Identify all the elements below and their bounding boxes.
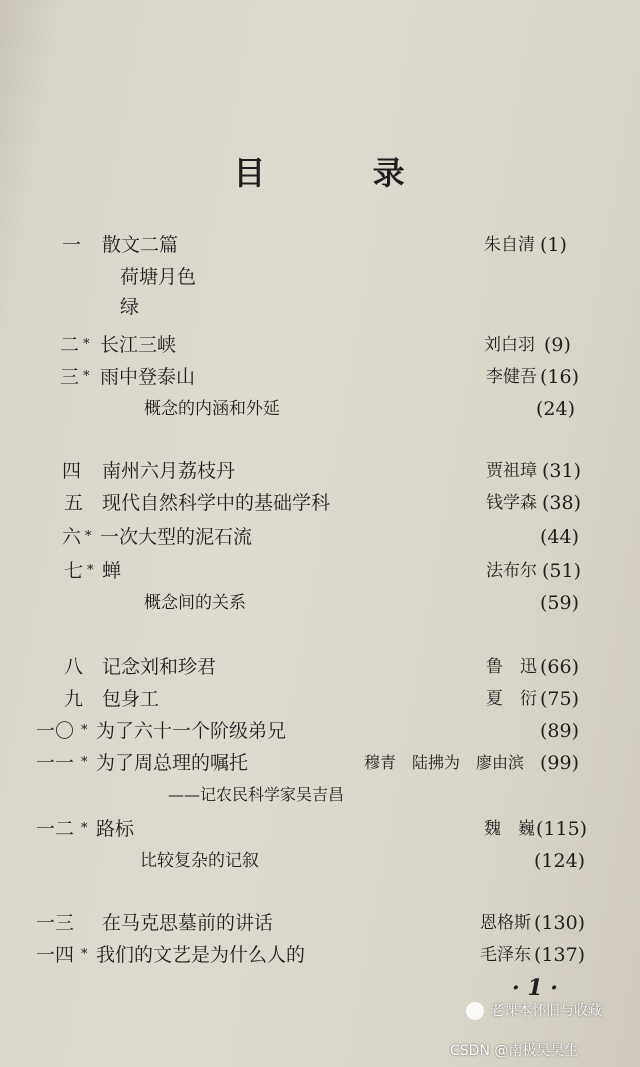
entry-title: 包身工 — [102, 688, 160, 710]
entry-number: 九 — [64, 688, 84, 710]
toc-entry — [0, 394, 640, 424]
entry-number: 一〇 — [36, 720, 75, 742]
entry-page: (75) — [540, 688, 580, 710]
entry-title: 为了周总理的嘱托 — [96, 752, 249, 774]
toc-entry — [0, 684, 640, 714]
entry-number: 二 — [60, 334, 80, 356]
entry-author: 毛泽东 — [480, 945, 531, 965]
entry-title: 雨中登泰山 — [100, 366, 196, 388]
entry-title: 荷塘月色 — [120, 266, 197, 288]
dot-leader — [330, 940, 480, 970]
entry-author: 钱学森 — [486, 493, 537, 513]
toc-entry — [0, 230, 640, 260]
toc-entry — [0, 652, 640, 682]
entry-number: 六 — [62, 526, 82, 548]
toc-entry — [0, 262, 640, 292]
entry-page: (31) — [542, 460, 582, 482]
entry-page: (38) — [542, 492, 582, 514]
dot-leader — [128, 556, 484, 586]
entry-number: 一 — [62, 234, 82, 256]
dot-leader — [346, 488, 484, 518]
entry-author: 穆青 陆拂为 廖由滨 — [364, 753, 525, 772]
entry-page: (89) — [540, 720, 580, 742]
toc-entry — [0, 748, 640, 778]
entry-page: (124) — [534, 850, 586, 872]
toc-entry — [0, 522, 640, 552]
entry-page: (9) — [544, 334, 571, 356]
toc-entry — [0, 488, 640, 518]
entry-author: 贾祖璋 — [486, 461, 537, 481]
entry-title: 一次大型的泥石流 — [100, 526, 253, 548]
toc-entry — [0, 716, 640, 746]
entry-title: 散文二篇 — [102, 234, 179, 256]
toc-entry — [0, 846, 640, 876]
asterisk-mark: * — [83, 337, 90, 352]
entry-page: (51) — [542, 560, 582, 582]
toc-entry — [0, 556, 640, 586]
entry-page: (115) — [536, 818, 588, 840]
entry-title: 长江三峡 — [100, 334, 177, 356]
toc-entry — [0, 292, 640, 322]
entry-subtitle: ——记农民科学家吴吉昌 — [168, 785, 345, 804]
asterisk-mark: * — [85, 529, 92, 544]
toc-entry — [0, 908, 640, 938]
entry-title: 现代自然科学中的基础学科 — [102, 492, 331, 514]
entry-title: 比较复杂的记叙 — [140, 851, 259, 871]
entry-number: 四 — [62, 460, 82, 482]
entry-author: 朱自清 — [484, 235, 535, 255]
entry-author: 魏 巍 — [484, 819, 535, 839]
dot-leader — [166, 684, 484, 714]
asterisk-mark: * — [81, 947, 88, 962]
dot-leader — [204, 362, 484, 392]
entry-page: (1) — [540, 234, 567, 256]
dot-leader — [296, 394, 532, 424]
entry-number: 三 — [60, 366, 80, 388]
dot-leader — [244, 456, 484, 486]
entry-author: 李健吾 — [486, 367, 537, 387]
toc-entry — [0, 940, 640, 970]
entry-number: 五 — [64, 492, 84, 514]
entry-title: 南州六月荔枝丹 — [102, 460, 236, 482]
entry-title: 概念的内涵和外延 — [144, 399, 280, 419]
page-title: 目 录 — [233, 154, 453, 192]
watermark-text: 老课本怀旧与收藏 — [490, 1003, 602, 1019]
entry-title: 为了六十一个阶级弟兄 — [96, 720, 287, 742]
entry-author: 鲁 迅 — [486, 657, 537, 677]
entry-page: (137) — [534, 944, 586, 966]
dot-leader — [294, 716, 534, 746]
toc-entry — [0, 362, 640, 392]
dot-leader — [190, 230, 480, 260]
entry-title: 绿 — [120, 296, 140, 318]
entry-page: (24) — [536, 398, 576, 420]
entry-number: 一一 — [36, 752, 75, 774]
entry-page: (66) — [540, 656, 580, 678]
entry-page: (99) — [540, 752, 580, 774]
asterisk-mark: * — [81, 755, 88, 770]
entry-title: 记念刘和珍君 — [102, 656, 217, 678]
entry-title: 蝉 — [102, 560, 122, 582]
asterisk-mark: * — [87, 563, 94, 578]
csdn-watermark: CSDN @南极昊昊生 — [450, 1043, 579, 1059]
dot-leader — [270, 522, 534, 552]
dot-leader — [180, 330, 482, 360]
entry-number: 七 — [64, 560, 84, 582]
entry-number: 一四 — [36, 944, 75, 966]
asterisk-mark: * — [81, 821, 88, 836]
dot-leader — [232, 652, 484, 682]
toc-entry — [0, 330, 640, 360]
toc-entry — [0, 456, 640, 486]
dot-leader — [296, 846, 532, 876]
entry-title: 概念间的关系 — [144, 593, 246, 613]
entry-title: 我们的文艺是为什么人的 — [96, 944, 306, 966]
entry-page: (44) — [540, 526, 580, 548]
toc-entry — [0, 814, 640, 844]
entry-author: 恩格斯 — [480, 913, 531, 933]
entry-number: 一三 — [36, 912, 75, 934]
entry-author: 法布尔 — [486, 561, 537, 581]
entry-author: 刘白羽 — [484, 335, 535, 355]
wechat-icon — [466, 1002, 484, 1020]
dot-leader — [290, 908, 480, 938]
entry-page: (16) — [540, 366, 580, 388]
dot-leader — [140, 814, 484, 844]
entry-page: (130) — [534, 912, 586, 934]
entry-title: 在马克思墓前的讲话 — [102, 912, 274, 934]
page-number: · 1 · — [512, 975, 558, 1001]
entry-number: 一二 — [36, 818, 75, 840]
entry-number: 八 — [64, 656, 84, 678]
toc-entry — [0, 780, 640, 810]
toc-entry — [0, 588, 640, 618]
asterisk-mark: * — [81, 723, 88, 738]
dot-leader — [262, 588, 536, 618]
dot-leader — [266, 748, 346, 778]
entry-page: (59) — [540, 592, 580, 614]
entry-title: 路标 — [96, 818, 135, 840]
asterisk-mark: * — [83, 369, 90, 384]
entry-author: 夏 衍 — [486, 689, 537, 709]
